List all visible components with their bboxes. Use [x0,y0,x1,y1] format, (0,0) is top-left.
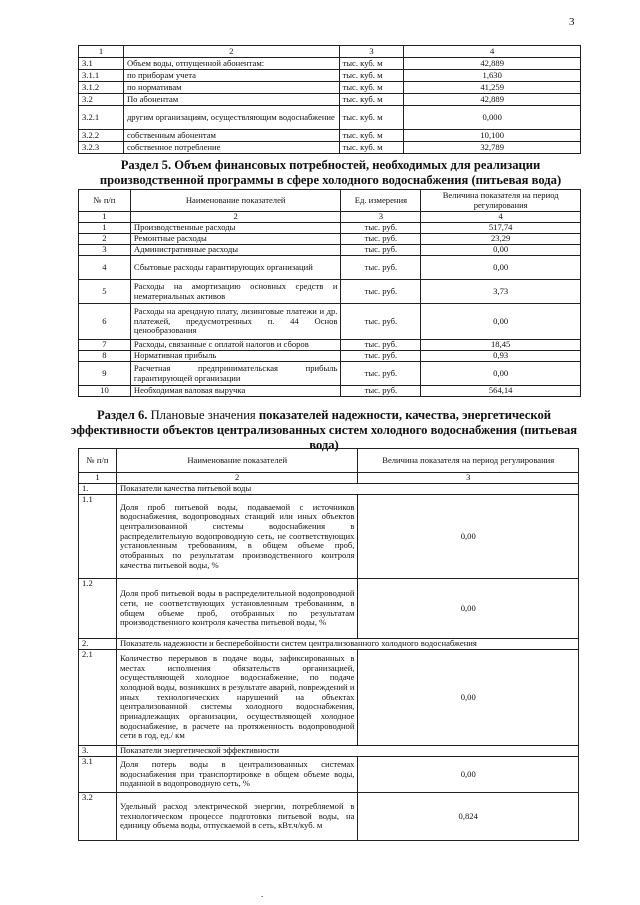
table-column-numbers [79,473,579,484]
row-value: 23,29 [421,234,581,245]
table-row [79,757,579,793]
row-number: 5 [79,280,131,304]
row-unit: тыс. куб. м [339,142,404,154]
group-title: Показатель надежности и бесперебойности систем централизованного холодного водоснабжения [116,639,578,650]
page-number: 3 [569,16,575,28]
row-number: 3 [79,245,131,256]
table-row [79,650,579,746]
table-row [79,340,581,351]
group-row [79,639,579,650]
row-number: 1.2 [79,579,117,639]
row-value: 0,824 [358,793,579,841]
row-number: 4 [79,256,131,280]
row-value: 0,00 [358,579,579,639]
table-header-row [79,190,581,212]
row-name: Необходимая валовая выручка [130,386,341,397]
row-name: По абонентам [123,94,339,106]
column-number: 3 [339,46,404,58]
row-unit: тыс. руб. [341,280,421,304]
table-row [79,351,581,362]
column-number: 1 [79,473,117,484]
table-row [79,280,581,304]
row-name: Количество перерывов в подаче воды, зафиксированных в местах исполнения обязательств организацией, осуществляющей холодное водоснабжение, по подаче холодной воды, возникших в результате аварий, повреждений и иных технологических нарушений на объектах централизованной системы холодного водоснабжения, принадлежащих организации, осуществляющей холодное водоснабжение, в расчете на протяженность водопроводной сети в год, ед./ км [116,650,358,746]
row-number: 3.2.3 [79,142,124,154]
table-row [79,106,581,130]
column-number: 2 [116,473,358,484]
group-title: Показатели качества питьевой воды [116,484,578,495]
row-name: Ремонтные расходы [130,234,341,245]
section5-label: Раздел 5. [120,158,172,172]
row-unit: тыс. куб. м [339,130,404,142]
section6-heading [60,408,588,453]
row-value: 517,74 [421,223,581,234]
row-value: 3,73 [421,280,581,304]
row-name: Удельный расход электрической энергии, потребляемой в технологическом процессе подготовки питьевой воды, на единицу объема воды, отпускаемой в сеть, кВт.ч/куб. м [116,793,358,841]
table-row [79,234,581,245]
row-number: 3.2 [79,94,124,106]
group-row [79,484,579,495]
table-row [79,245,581,256]
column-header: Ед. измерения [341,190,421,212]
table-column-numbers [79,212,581,223]
table-header-row [79,449,579,473]
row-value: 0,00 [421,362,581,386]
table-row [79,58,581,70]
section6-label: Раздел 6. [96,408,148,422]
row-value: 0,00 [421,304,581,340]
row-number: 10 [79,386,131,397]
row-value: 0,00 [358,495,579,579]
row-name: Нормативная прибыль [130,351,341,362]
row-value: 564,14 [421,386,581,397]
row-value: 41,259 [404,82,581,94]
row-unit: тыс. руб. [341,386,421,397]
row-unit: тыс. руб. [341,304,421,340]
row-number: 7 [79,340,131,351]
column-number: 3 [358,473,579,484]
row-unit: тыс. руб. [341,223,421,234]
table-row [79,130,581,142]
row-name: Доля проб питьевой воды в распределительной водопроводной сети, не соответствующих установленным требованиям, в общем объеме проб, отобранных по результатам производственного контроля качества питьевой воды, % [116,579,358,639]
row-value: 0,93 [421,351,581,362]
row-name: по нормативам [123,82,339,94]
row-name: Расходы на амортизацию основных средств и нематериальных активов [130,280,341,304]
column-number: 3 [341,212,421,223]
row-name: по приборам учета [123,70,339,82]
row-value: 0,00 [421,245,581,256]
table-row [79,94,581,106]
group-number: 2. [79,639,117,650]
group-number: 1. [79,484,117,495]
row-name: Доля проб питьевой воды, подаваемой с источников водоснабжения, водопроводных станций или иных объектов централизованной системы водоснабжения в распределительную водопроводную сеть, не соответствующих установленным требованиям, в общем объеме проб, отобранных по результатам производственного контроля качества питьевой воды, % [116,495,358,579]
row-unit: тыс. руб. [341,256,421,280]
column-header: № п/п [79,190,131,212]
row-value: 1,630 [404,70,581,82]
row-unit: тыс. куб. м [339,94,404,106]
row-name: Производственные расходы [130,223,341,234]
row-name: собственным абонентам [123,130,339,142]
row-value: 42,889 [404,94,581,106]
row-name: Расходы, связанные с оплатой налогов и сборов [130,340,341,351]
table-row [79,223,581,234]
row-name: Доля потерь воды в централизованных системах водоснабжения при транспортировке в общем объеме воды, поданной в водопроводную сеть, % [116,757,358,793]
row-number: 3.2.1 [79,106,124,130]
row-number: 3.1 [79,58,124,70]
row-number: 2 [79,234,131,245]
table-row [79,256,581,280]
row-unit: тыс. руб. [341,351,421,362]
table-row [79,793,579,841]
row-unit: тыс. руб. [341,362,421,386]
group-row [79,746,579,757]
row-number: 1.1 [79,495,117,579]
table-row [79,579,579,639]
row-name: Административные расходы [130,245,341,256]
row-unit: тыс. куб. м [339,82,404,94]
section6-title-plain: Плановые значения [150,408,256,422]
row-unit: тыс. руб. [341,245,421,256]
column-number: 1 [79,46,124,58]
row-unit: тыс. руб. [341,234,421,245]
row-value: 0,00 [421,256,581,280]
row-unit: тыс. куб. м [339,70,404,82]
row-name: Сбытовые расходы гарантирующих организаций [130,256,341,280]
section5-title: Объем финансовых потребностей, необходимых для реализации производственной программы в сфере холодного водоснабжения (питьевая вода) [99,158,562,187]
water-volume-table [78,45,581,154]
column-header: Наименование показателей [130,190,341,212]
row-number: 3.1.1 [79,70,124,82]
row-number: 8 [79,351,131,362]
table-row [79,386,581,397]
row-value: 32,789 [404,142,581,154]
row-name: Объем воды, отпущенной абонентам: [123,58,339,70]
row-name: другим организациям, осуществляющим водоснабжение [123,106,339,130]
table-row [79,142,581,154]
page-mark: . [261,889,264,899]
column-header: Наименование показателей [116,449,358,473]
table-row [79,362,581,386]
table-row [79,82,581,94]
table-row [79,70,581,82]
row-unit: тыс. руб. [341,340,421,351]
row-number: 3.2 [79,793,117,841]
row-value: 0,000 [404,106,581,130]
row-number: 2.1 [79,650,117,746]
row-value: 0,00 [358,650,579,746]
section5-heading [78,158,583,188]
row-number: 6 [79,304,131,340]
column-number: 4 [421,212,581,223]
row-number: 9 [79,362,131,386]
row-unit: тыс. куб. м [339,58,404,70]
row-value: 0,00 [358,757,579,793]
column-number: 2 [123,46,339,58]
column-header: Величина показателя на период регулирования [358,449,579,473]
group-number: 3. [79,746,117,757]
row-name: Расчетная предпринимательская прибыль гарантирующей организации [130,362,341,386]
group-title: Показатели энергетической эффективности [116,746,578,757]
column-number: 1 [79,212,131,223]
row-value: 42,889 [404,58,581,70]
row-value: 18,45 [421,340,581,351]
column-header: № п/п [79,449,117,473]
row-number: 3.1 [79,757,117,793]
row-unit: тыс. куб. м [339,106,404,130]
row-number: 3.2.2 [79,130,124,142]
reliability-indicators-table [78,448,579,841]
table-row [79,304,581,340]
section6-title: показателей надежности, качества, энергетической эффективности объектов централизованных систем холодного водоснабжения (питьевая вода) [70,408,578,452]
row-name: собственное потребление [123,142,339,154]
row-value: 10,100 [404,130,581,142]
row-name: Расходы на арендную плату, лизинговые платежи и др. платежей, предусмотренных п. 44 Основ ценообразования [130,304,341,340]
row-number: 1 [79,223,131,234]
row-number: 3.1.2 [79,82,124,94]
table-column-numbers [79,46,581,58]
financial-needs-table [78,189,581,397]
column-header: Величина показателя на период регулирования [421,190,581,212]
column-number: 4 [404,46,581,58]
table-row [79,495,579,579]
column-number: 2 [130,212,341,223]
